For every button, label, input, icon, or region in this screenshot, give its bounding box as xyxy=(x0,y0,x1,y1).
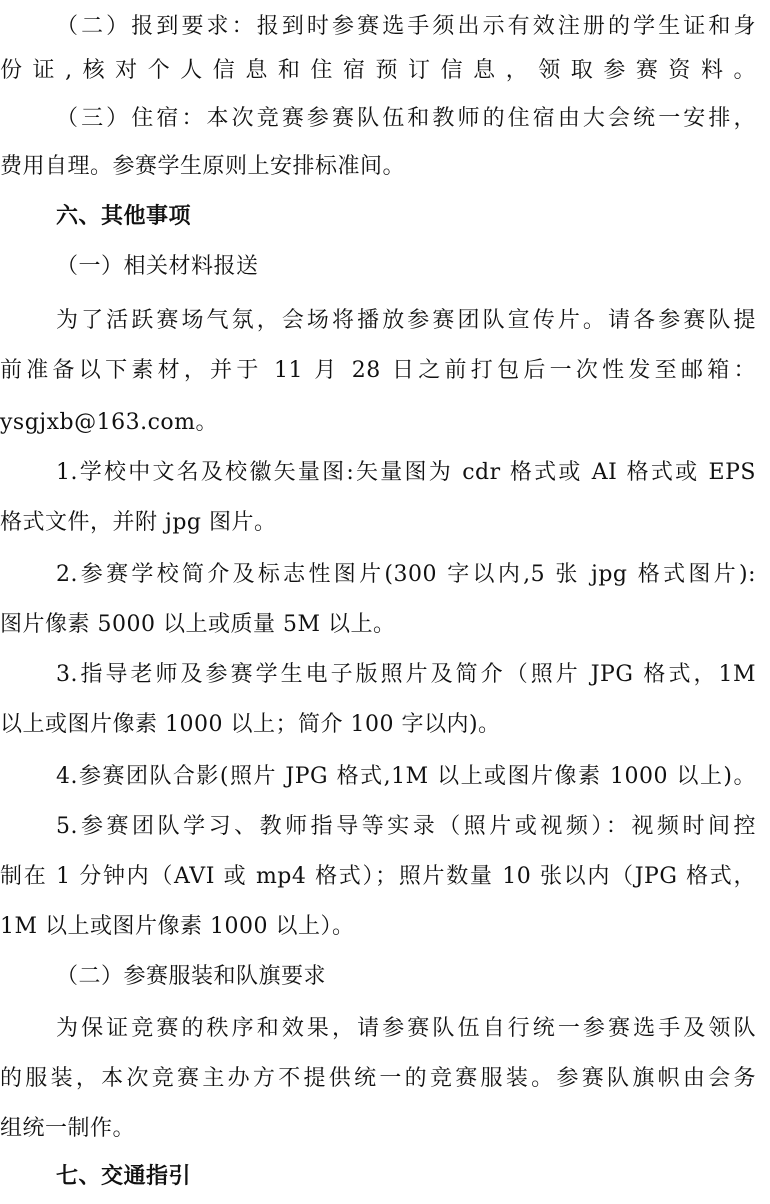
item-5-line-3: 1M 以上或图片像素 1000 以上）。 xyxy=(0,914,355,939)
uniform-paragraph-line-3: 组统一制作。 xyxy=(0,1116,136,1141)
item-5-line-2: 制在 1 分钟内（AVI 或 mp4 格式）；照片数量 10 张以内（JPG 格式， xyxy=(0,864,756,889)
item-1-line-2: 格式文件，并附 jpg 图片。 xyxy=(0,510,277,535)
item-2-line-2: 图片像素 5000 以上或质量 5M 以上。 xyxy=(0,612,396,637)
item-3-line-1: 3.指导老师及参赛学生电子版照片及简介（照片 JPG 格式，1M xyxy=(56,662,756,687)
materials-paragraph-line-2: 前准备以下素材，并于 11 月 28 日之前打包后一次性发至邮箱： xyxy=(0,358,756,383)
uniform-paragraph-line-2: 的服装，本次竞赛主办方不提供统一的竞赛服装。参赛队旗帜由会务 xyxy=(0,1066,756,1091)
item-4-line: 4.参赛团队合影(照片 JPG 格式,1M 以上或图片像素 1000 以上)。 xyxy=(56,764,756,789)
accommodation-line-2: 费用自理。参赛学生原则上安排标准间。 xyxy=(0,154,406,179)
materials-paragraph-line-1: 为了活跃赛场气氛，会场将播放参赛团队宣传片。请各参赛队提 xyxy=(56,308,756,333)
accommodation-line-1: （三）住宿：本次竞赛参赛队伍和教师的住宿由大会统一安排， xyxy=(56,106,756,131)
item-1-line-1: 1.学校中文名及校徽矢量图:矢量图为 cdr 格式或 AI 格式或 EPS xyxy=(56,460,756,485)
item-2-line-1: 2.参赛学校简介及标志性图片(300 字以内,5 张 jpg 格式图片): xyxy=(56,562,756,587)
report-requirements-line-1: （二）报到要求：报到时参赛选手须出示有效注册的学生证和身 xyxy=(56,14,756,39)
email-address: ysgjxb@163.com。 xyxy=(0,410,219,435)
item-5-line-1: 5.参赛团队学习、教师指导等实录（照片或视频）：视频时间控 xyxy=(56,814,756,839)
section-seven-heading: 七、交通指引 xyxy=(56,1164,192,1189)
materials-subheading: （一）相关材料报送 xyxy=(56,254,259,279)
report-requirements-line-2: 份证,核对个人信息和住宿预订信息，领取参赛资料。 xyxy=(0,58,756,83)
item-3-line-2: 以上或图片像素 1000 以上；简介 100 字以内)。 xyxy=(0,712,501,737)
uniform-paragraph-line-1: 为保证竞赛的秩序和效果，请参赛队伍自行统一参赛选手及领队 xyxy=(56,1016,756,1041)
section-six-heading: 六、其他事项 xyxy=(56,204,192,229)
uniform-subheading: （二）参赛服装和队旗要求 xyxy=(56,964,327,989)
